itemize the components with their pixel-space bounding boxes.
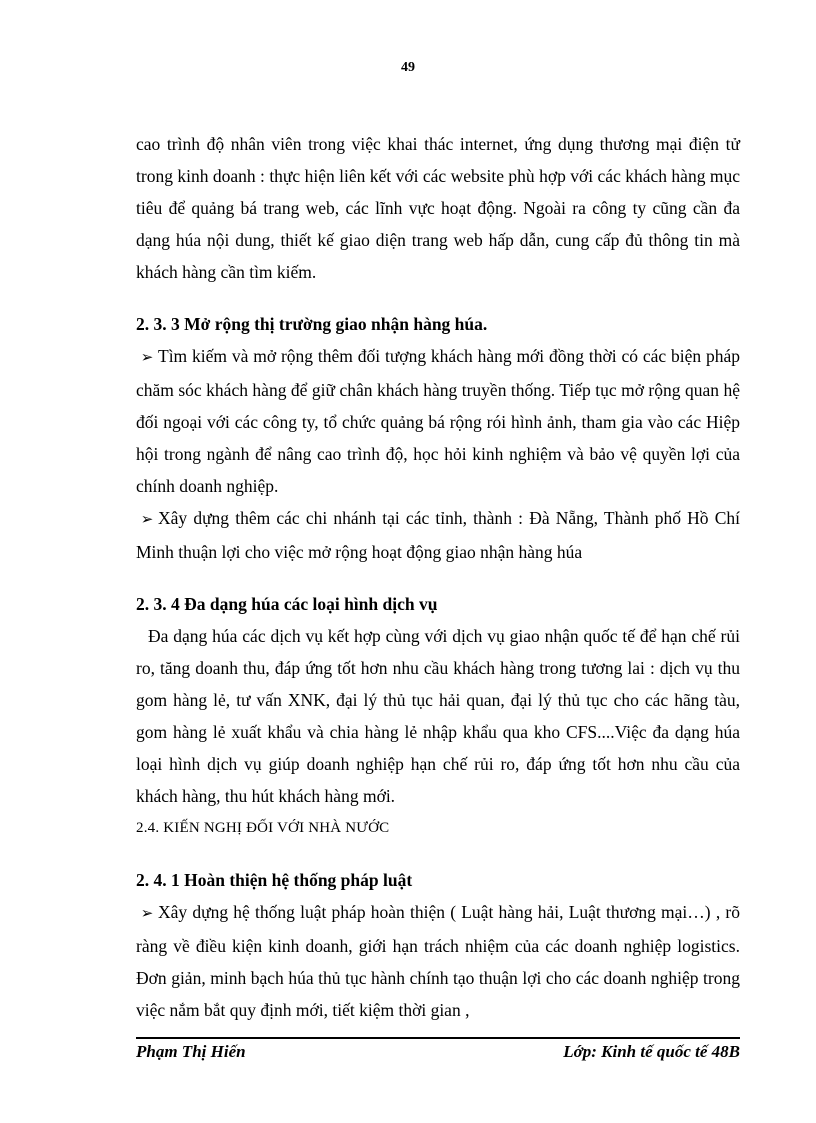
footer-divider (136, 1037, 740, 1039)
bullet-item (136, 340, 740, 502)
arrow-bullet-icon: ➢ (140, 350, 154, 366)
footer-author: Phạm Thị Hiến (136, 1042, 246, 1061)
heading-2-3-4: 2. 3. 4 Đa dạng húa các loại hình dịch vụ (136, 594, 438, 614)
heading-2-4-1: 2. 4. 1 Hoàn thiện hệ thống pháp luật (136, 870, 413, 890)
section-2-3-4-paragraph: Đa dạng húa các dịch vụ kết hợp cùng với dịch vụ giao nhận quốc tế để hạn chế rủi ro, tăng doanh thu, đáp ứng tốt hơn nhu cầu khách hàng trong tương lai : dịch vụ thu gom hàng lẻ, tư vấn XNK, đại lý thủ tục hải quan, đại lý thủ tục cho các hãng tàu, gom hàng lẻ xuất khẩu và chia hàng lẻ nhập khẩu qua kho CFS....Việc đa dạng húa loại hình dịch vụ giúp doanh nghiệp hạn chế rủi ro, đáp ứng tốt hơn nhu cầu của khách hàng, thu hút khách hàng mới. (136, 626, 740, 806)
bullet-item (136, 896, 740, 1026)
bullet-text: Xây dựng thêm các chi nhánh tại các tỉnh, thành : Đà Nẵng, Thành phố Hồ Chí Minh thuận lợi cho việc mở rộng hoạt động giao nhận hàng húa (136, 508, 740, 562)
page-number: 49 (401, 60, 415, 75)
bullet-item (136, 502, 740, 568)
footer-class: Lớp: Kinh tế quốc tế 48B (563, 1042, 740, 1061)
bullet-text: Xây dựng hệ thống luật pháp hoàn thiện ( Luật hàng hải, Luật thương mại…) , rõ ràng về điều kiện kinh doanh, giới hạn trách nhiệm của các doanh nghiệp logistics. Đơn giản, minh bạch húa thủ tục hành chính tạo thuận lợi cho các doanh nghiệp trong việc nắm bắt quy định mới, tiết kiệm thời gian , (136, 902, 740, 1020)
heading-2-3-3: 2. 3. 3 Mở rộng thị trường giao nhận hàng húa. (136, 314, 488, 334)
arrow-bullet-icon: ➢ (140, 906, 154, 922)
page-body (136, 128, 740, 1026)
bullet-text: Tìm kiếm và mở rộng thêm đối tượng khách hàng mới đồng thời có các biện pháp chăm sóc khách hàng để giữ chân khách hàng truyền thống. Tiếp tục mở rộng quan hệ đối ngoại với các công ty, tổ chức quảng bá rộng rói hình ảnh, tham gia vào các Hiệp hội trong ngành để nâng cao trình độ, học hỏi kinh nghiệm và bảo vệ quyền lợi của chính doanh nghiệp. (136, 346, 740, 496)
arrow-bullet-icon: ➢ (140, 512, 154, 528)
intro-paragraph: cao trình độ nhân viên trong việc khai thác internet, ứng dụng thương mại điện tử trong kinh doanh : thực hiện liên kết với các website phù hợp với các khách hàng mục tiêu để quảng bá trang web, các lĩnh vực hoạt động. Ngoài ra công ty cũng cần đa dạng húa nội dung, thiết kế giao diện trang web hấp dẫn, cung cấp đủ thông tin mà khách hàng cần tìm kiếm. (136, 134, 740, 282)
section-2-4-title: 2.4. KIẾN NGHỊ ĐỐI VỚI NHÀ NƯỚC (136, 820, 390, 836)
